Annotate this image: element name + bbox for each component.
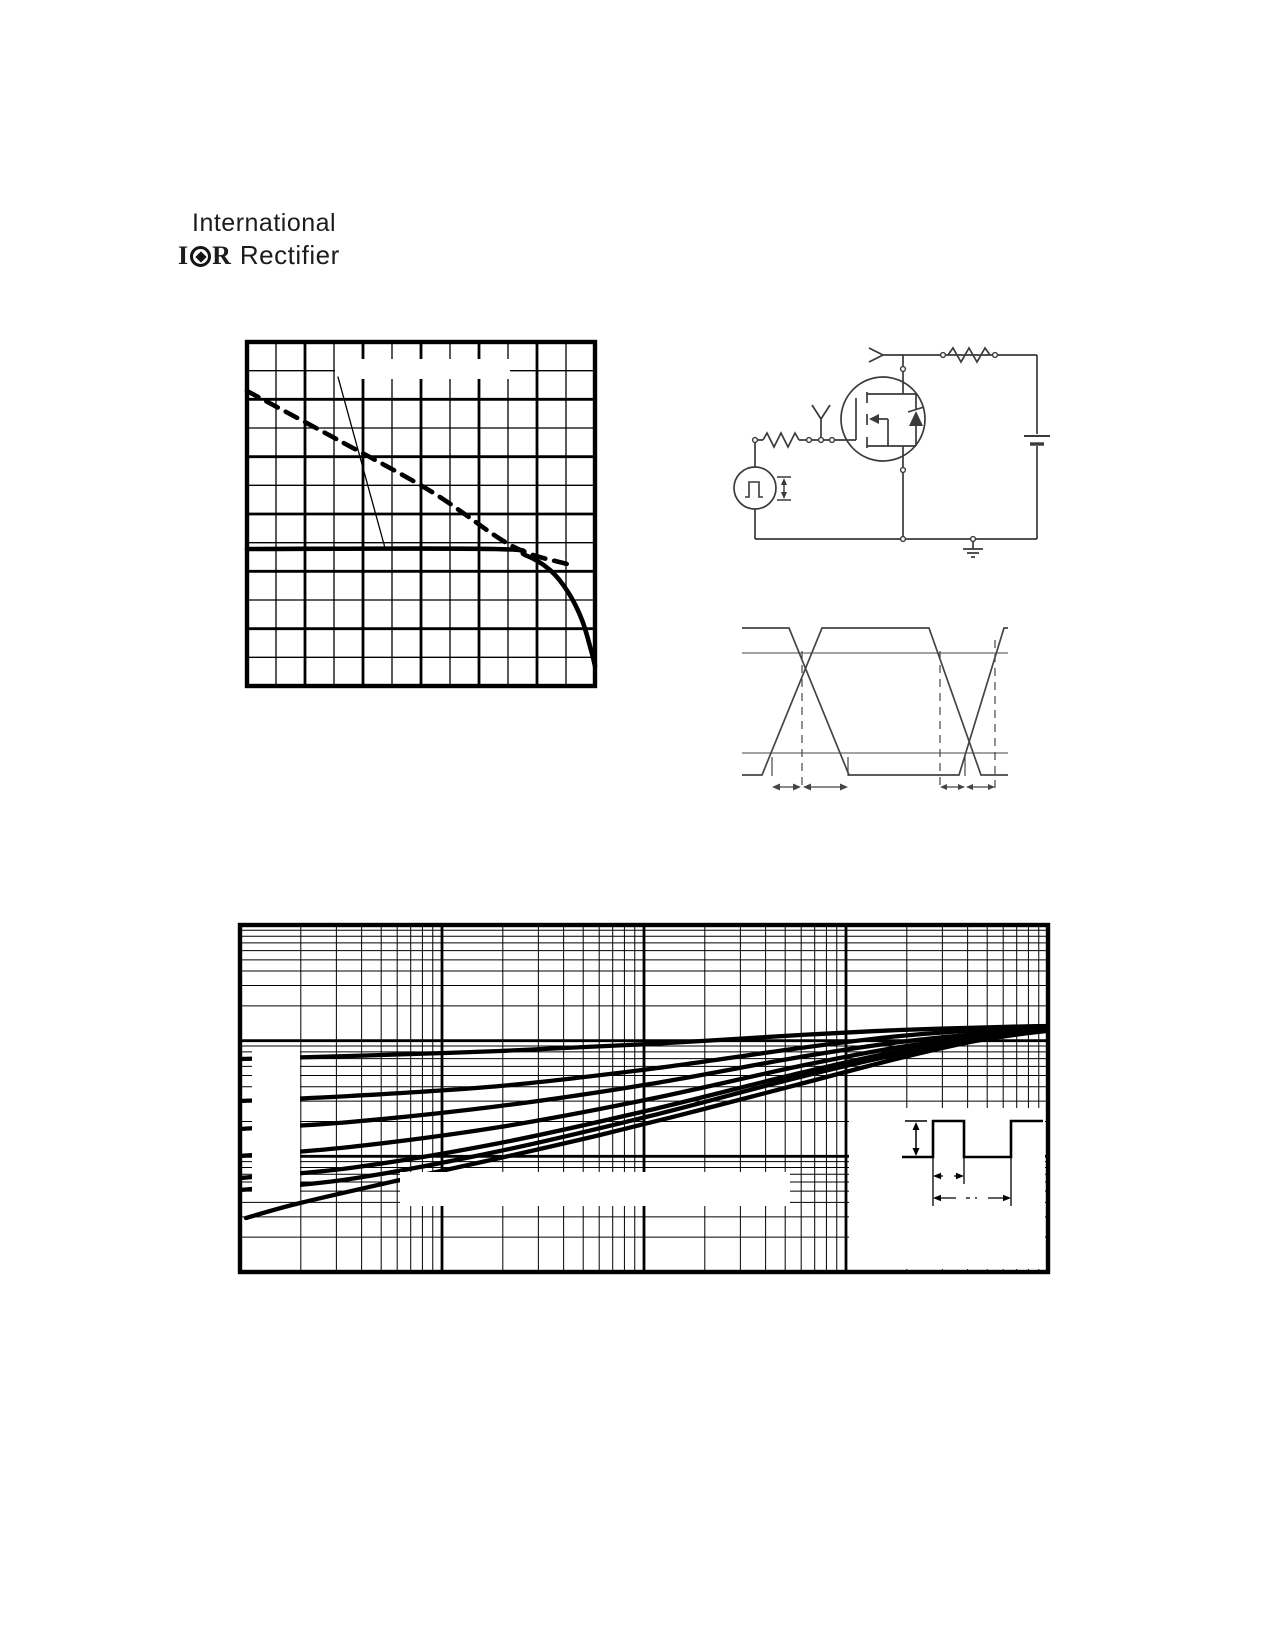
- gate-probe-icon: [812, 405, 830, 440]
- pulse-generator-circle: [734, 467, 776, 509]
- source-return-wire: [755, 509, 1037, 539]
- transient-thermal-impedance-chart: [240, 925, 1048, 1272]
- mosfet-body-arrow: [869, 414, 879, 424]
- pulse-amplitude-arrow: [777, 477, 791, 500]
- logo-text-rectifier: Rectifier: [239, 240, 340, 270]
- dashed-limit-line: [247, 391, 567, 564]
- time-interval-arrows: [772, 784, 995, 791]
- switching-waveforms: [742, 628, 1008, 791]
- logo-mark-i: I: [178, 240, 190, 270]
- dashed-markers: [802, 640, 995, 791]
- whiteout-patch: [335, 359, 510, 379]
- mosfet-drain-bar: [867, 355, 916, 394]
- derating-curve-chart: [247, 342, 595, 686]
- thin-load-line: [338, 377, 385, 548]
- gate-resistor: [763, 433, 799, 447]
- gate-wire: [755, 440, 856, 467]
- drain-probe-icon: [869, 348, 883, 362]
- circuit-nodes: [753, 353, 998, 542]
- whiteout-patch: [252, 1048, 300, 1200]
- grid: [247, 342, 595, 686]
- whiteout-patch: [849, 1108, 1045, 1269]
- tick-markers: [772, 757, 965, 776]
- mosfet-body-stem: [872, 419, 888, 446]
- pulse-symbol: [745, 482, 763, 497]
- logo-text-international: International: [192, 209, 337, 237]
- logo-mark-r: R: [212, 240, 232, 270]
- switching-test-circuit: [734, 348, 1050, 557]
- whiteout-patch: [400, 1172, 790, 1206]
